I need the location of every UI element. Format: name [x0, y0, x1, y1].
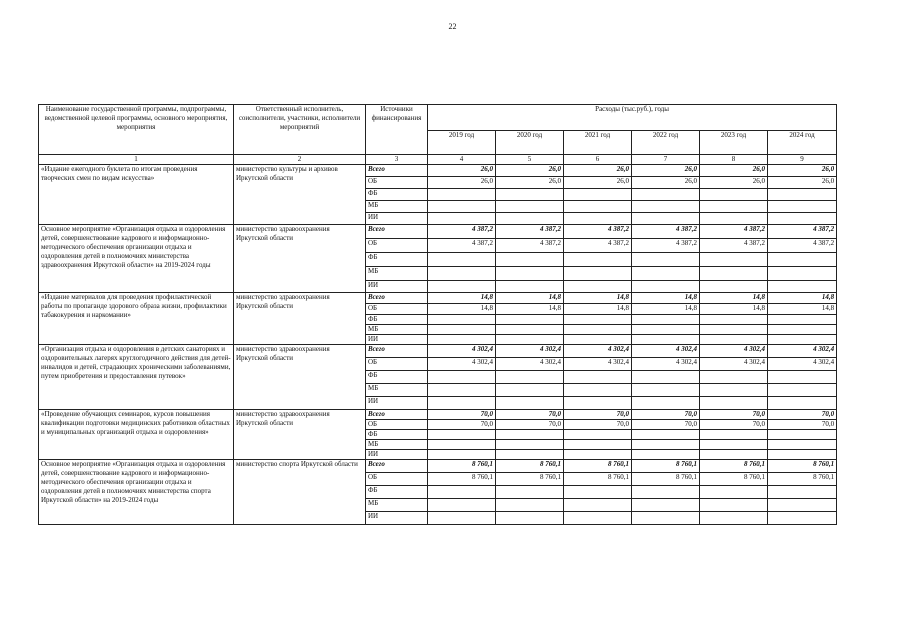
expense-value	[700, 315, 768, 325]
funding-source: МБ	[366, 440, 428, 450]
expense-value	[428, 281, 496, 293]
expense-value: 4 302,4	[632, 345, 700, 358]
expense-value	[700, 201, 768, 213]
expense-value	[768, 371, 837, 384]
expense-value	[428, 371, 496, 384]
expense-value: 26,0	[632, 177, 700, 189]
expense-value	[632, 335, 700, 345]
expense-value	[496, 512, 564, 525]
expense-value	[564, 189, 632, 201]
expense-value: 8 760,1	[700, 473, 768, 486]
expense-value	[700, 397, 768, 410]
column-number: 9	[768, 155, 837, 165]
expense-value	[700, 325, 768, 335]
expense-value: 26,0	[768, 177, 837, 189]
expense-value	[768, 281, 837, 293]
funding-source: ИИ	[366, 335, 428, 345]
expense-value	[632, 450, 700, 460]
expense-value	[700, 512, 768, 525]
expense-value	[564, 512, 632, 525]
expense-value	[496, 430, 564, 440]
expense-value	[768, 512, 837, 525]
funding-source: ФБ	[366, 486, 428, 499]
expense-value: 4 387,2	[632, 239, 700, 253]
table-row	[39, 460, 837, 473]
header-year: 2019 год	[428, 131, 496, 155]
table-row	[39, 345, 837, 358]
funding-source: ИИ	[366, 281, 428, 293]
funding-source: Всего	[366, 293, 428, 304]
expense-value: 8 760,1	[632, 460, 700, 473]
expense-value	[768, 486, 837, 499]
expense-value	[564, 315, 632, 325]
expense-value	[768, 325, 837, 335]
expense-value	[496, 440, 564, 450]
expense-value: 8 760,1	[496, 460, 564, 473]
expense-value	[496, 253, 564, 267]
expense-value: 4 387,2	[768, 225, 837, 239]
expense-value: 26,0	[496, 165, 564, 177]
executor-name: министерство здравоохранения Иркутской области	[234, 410, 366, 460]
funding-source: ИИ	[366, 450, 428, 460]
expense-value	[700, 371, 768, 384]
expense-value	[428, 267, 496, 281]
expense-value: 4 387,2	[496, 225, 564, 239]
budget-table	[38, 104, 837, 525]
expense-value: 4 302,4	[564, 345, 632, 358]
expense-value: 8 760,1	[496, 473, 564, 486]
expense-value	[496, 281, 564, 293]
expense-value: 26,0	[700, 165, 768, 177]
expense-value	[768, 397, 837, 410]
expense-value: 70,0	[496, 410, 564, 420]
expense-value: 8 760,1	[632, 473, 700, 486]
expense-value	[564, 371, 632, 384]
expense-value: 14,8	[768, 293, 837, 304]
expense-value	[768, 267, 837, 281]
expense-value	[700, 499, 768, 512]
expense-value	[496, 267, 564, 281]
expense-value: 26,0	[768, 165, 837, 177]
expense-value	[564, 325, 632, 335]
expense-value: 4 302,4	[428, 358, 496, 371]
expense-value	[428, 450, 496, 460]
expense-value	[632, 430, 700, 440]
expense-value	[564, 335, 632, 345]
expense-value: 8 760,1	[564, 473, 632, 486]
table-row	[39, 293, 837, 304]
expense-value	[768, 384, 837, 397]
expense-value	[768, 253, 837, 267]
expense-value	[632, 281, 700, 293]
expense-value: 4 302,4	[496, 358, 564, 371]
funding-source: Всего	[366, 460, 428, 473]
funding-source: МБ	[366, 499, 428, 512]
expense-value	[428, 384, 496, 397]
expense-value: 8 760,1	[768, 460, 837, 473]
header-expenses: Расходы (тыс.руб.), годы	[428, 105, 837, 131]
expense-value: 70,0	[700, 420, 768, 430]
expense-value: 14,8	[632, 304, 700, 315]
funding-source: ОБ	[366, 177, 428, 189]
expense-value: 4 387,2	[700, 239, 768, 253]
expense-value	[632, 512, 700, 525]
program-name: «Проведение обучающих семинаров, курсов повышения квалификации подготовки медицинских работников областных и муниципальных организаций отдыха и оздоровления»	[39, 410, 234, 460]
expense-value: 8 760,1	[768, 473, 837, 486]
executor-name: министерство здравоохранения Иркутской области	[234, 225, 366, 293]
header-year: 2022 год	[632, 131, 700, 155]
table-row	[39, 225, 837, 239]
expense-value	[564, 213, 632, 225]
funding-source: МБ	[366, 267, 428, 281]
funding-source: ОБ	[366, 420, 428, 430]
column-number: 1	[39, 155, 234, 165]
expense-value	[496, 335, 564, 345]
expense-value	[768, 499, 837, 512]
expense-value: 70,0	[496, 420, 564, 430]
column-number: 5	[496, 155, 564, 165]
column-number: 6	[564, 155, 632, 165]
table-body	[39, 165, 837, 525]
expense-value	[700, 281, 768, 293]
expense-value	[700, 450, 768, 460]
expense-value	[428, 430, 496, 440]
expense-value	[768, 213, 837, 225]
expense-value: 70,0	[700, 410, 768, 420]
expense-value	[632, 486, 700, 499]
expense-value	[700, 384, 768, 397]
expense-value: 26,0	[428, 165, 496, 177]
executor-name: министерство здравоохранения Иркутской области	[234, 293, 366, 345]
expense-value	[768, 201, 837, 213]
expense-value: 4 302,4	[564, 358, 632, 371]
funding-source: Всего	[366, 225, 428, 239]
expense-value	[496, 371, 564, 384]
expense-value: 4 387,2	[428, 225, 496, 239]
expense-value: 70,0	[564, 410, 632, 420]
expense-value	[564, 486, 632, 499]
expense-value: 8 760,1	[564, 460, 632, 473]
expense-value: 4 387,2	[564, 239, 632, 253]
expense-value	[496, 499, 564, 512]
expense-value	[428, 486, 496, 499]
table-row	[39, 165, 837, 177]
expense-value	[632, 189, 700, 201]
expense-value	[768, 335, 837, 345]
executor-name: министерство культуры и архивов Иркутской области	[234, 165, 366, 225]
expense-value	[564, 253, 632, 267]
expense-value: 70,0	[632, 410, 700, 420]
expense-value: 26,0	[700, 177, 768, 189]
expense-value	[496, 201, 564, 213]
expense-value	[632, 325, 700, 335]
expense-value	[564, 430, 632, 440]
expense-value: 14,8	[700, 304, 768, 315]
funding-source: Всего	[366, 410, 428, 420]
funding-source: МБ	[366, 325, 428, 335]
expense-value	[768, 315, 837, 325]
expense-value	[632, 440, 700, 450]
expense-value	[564, 440, 632, 450]
expense-value: 26,0	[632, 165, 700, 177]
expense-value	[700, 335, 768, 345]
expense-value	[700, 253, 768, 267]
funding-source: ОБ	[366, 239, 428, 253]
expense-value: 8 760,1	[700, 460, 768, 473]
expense-value	[768, 450, 837, 460]
expense-value	[700, 486, 768, 499]
expense-value: 70,0	[768, 410, 837, 420]
expense-value: 14,8	[496, 304, 564, 315]
header-sources: Источники финансирования	[366, 105, 428, 155]
expense-value	[496, 450, 564, 460]
expense-value: 4 302,4	[768, 358, 837, 371]
funding-source: ОБ	[366, 358, 428, 371]
expense-value	[428, 512, 496, 525]
funding-source: ИИ	[366, 213, 428, 225]
expense-value	[564, 384, 632, 397]
expense-value	[700, 267, 768, 281]
expense-value	[564, 267, 632, 281]
funding-source: ФБ	[366, 430, 428, 440]
expense-value	[428, 325, 496, 335]
expense-value: 4 302,4	[632, 358, 700, 371]
column-number: 7	[632, 155, 700, 165]
expense-value	[564, 201, 632, 213]
expense-value	[428, 213, 496, 225]
expense-value	[632, 315, 700, 325]
expense-value: 14,8	[632, 293, 700, 304]
expense-value: 26,0	[564, 177, 632, 189]
expense-value: 14,8	[564, 304, 632, 315]
expense-value	[496, 189, 564, 201]
expense-value	[768, 189, 837, 201]
funding-source: Всего	[366, 345, 428, 358]
expense-value: 4 302,4	[496, 345, 564, 358]
funding-source: ИИ	[366, 397, 428, 410]
expense-value	[428, 397, 496, 410]
funding-source: ФБ	[366, 315, 428, 325]
expense-value: 26,0	[428, 177, 496, 189]
expense-value	[428, 315, 496, 325]
expense-value	[632, 201, 700, 213]
expense-value	[428, 201, 496, 213]
expense-value	[768, 430, 837, 440]
expense-value: 70,0	[428, 420, 496, 430]
expense-value: 14,8	[564, 293, 632, 304]
expense-value: 26,0	[496, 177, 564, 189]
expense-value	[564, 281, 632, 293]
expense-value: 4 302,4	[700, 358, 768, 371]
header-name: Наименование государственной программы, подпрограммы, ведомственной целевой программы, основного мероприятия, мероприятия	[39, 105, 234, 155]
executor-name: министерство спорта Иркутской области	[234, 460, 366, 525]
expense-value: 14,8	[496, 293, 564, 304]
expense-value	[700, 189, 768, 201]
program-name: Основное мероприятие «Организация отдыха и оздоровления детей, совершенствование кадрового и информационно-методического обеспечения организации отдыха и оздоровления детей в полномочиях министерства спорта Иркутской области» на 2019-2024 годы	[39, 460, 234, 525]
funding-source: ФБ	[366, 189, 428, 201]
expense-value	[496, 384, 564, 397]
expense-value: 8 760,1	[428, 473, 496, 486]
expense-value	[700, 430, 768, 440]
expense-value	[632, 267, 700, 281]
expense-value	[496, 213, 564, 225]
expense-value	[632, 499, 700, 512]
expense-value: 4 302,4	[768, 345, 837, 358]
expense-value	[632, 397, 700, 410]
funding-source: ФБ	[366, 253, 428, 267]
column-number: 4	[428, 155, 496, 165]
expense-value: 14,8	[428, 304, 496, 315]
expense-value	[564, 450, 632, 460]
expense-value	[564, 499, 632, 512]
page-number: 22	[448, 22, 457, 31]
expense-value	[428, 499, 496, 512]
expense-value: 70,0	[564, 420, 632, 430]
program-name: «Издание материалов для проведения профилактической работы по пропаганде здорового образа жизни, профилактики табакокурения и наркомании»	[39, 293, 234, 345]
funding-source: МБ	[366, 384, 428, 397]
expense-value: 4 387,2	[428, 239, 496, 253]
funding-source: ОБ	[366, 304, 428, 315]
funding-source: ФБ	[366, 371, 428, 384]
header-year: 2020 год	[496, 131, 564, 155]
header-year: 2021 год	[564, 131, 632, 155]
funding-source: Всего	[366, 165, 428, 177]
expense-value	[768, 440, 837, 450]
expense-value	[700, 213, 768, 225]
executor-name: министерство здравоохранения Иркутской области	[234, 345, 366, 410]
header-year: 2024 год	[768, 131, 837, 155]
expense-value: 26,0	[564, 165, 632, 177]
funding-source: ИИ	[366, 512, 428, 525]
expense-value	[632, 371, 700, 384]
expense-value	[496, 315, 564, 325]
expense-value	[496, 325, 564, 335]
expense-value: 70,0	[632, 420, 700, 430]
expense-value	[428, 440, 496, 450]
program-name: Основное мероприятие «Организация отдыха и оздоровления детей, совершенствование кадрового и информационно-методического обеспечения организации отдыха и оздоровления детей в полномочиях министерства здравоохранения Иркутской области» на 2019-2024 годы	[39, 225, 234, 293]
expense-value: 4 387,2	[496, 239, 564, 253]
program-name: «Организация отдыха и оздоровления в детских санаториях и оздоровительных лагерях круглогодичного действия для детей-инвалидов и детей, страдающих хроническими заболеваниями, путем приобретения и предоставления путевок»	[39, 345, 234, 410]
expense-value: 8 760,1	[428, 460, 496, 473]
table-row	[39, 410, 837, 420]
expense-value	[632, 384, 700, 397]
expense-value: 14,8	[700, 293, 768, 304]
expense-value: 70,0	[428, 410, 496, 420]
funding-source: МБ	[366, 201, 428, 213]
expense-value: 14,8	[768, 304, 837, 315]
expense-value	[496, 486, 564, 499]
expense-value: 4 387,2	[700, 225, 768, 239]
expense-value: 4 302,4	[700, 345, 768, 358]
expense-value	[700, 440, 768, 450]
expense-value	[564, 397, 632, 410]
expense-value: 70,0	[768, 420, 837, 430]
column-number: 2	[234, 155, 366, 165]
expense-value: 14,8	[428, 293, 496, 304]
program-name: «Издание ежегодного буклета по итогам проведения творческих смен по видам искусства»	[39, 165, 234, 225]
expense-value	[496, 397, 564, 410]
expense-value	[428, 253, 496, 267]
column-number: 3	[366, 155, 428, 165]
expense-value: 4 387,2	[564, 225, 632, 239]
header-year: 2023 год	[700, 131, 768, 155]
header-executor: Ответственный исполнитель, соисполнители, участники, исполнители мероприятий	[234, 105, 366, 155]
expense-value: 4 302,4	[428, 345, 496, 358]
expense-value	[428, 335, 496, 345]
expense-value: 4 387,2	[632, 225, 700, 239]
column-number: 8	[700, 155, 768, 165]
expense-value: 4 387,2	[768, 239, 837, 253]
expense-value	[632, 213, 700, 225]
funding-source: ОБ	[366, 473, 428, 486]
expense-value	[632, 253, 700, 267]
expense-value	[428, 189, 496, 201]
